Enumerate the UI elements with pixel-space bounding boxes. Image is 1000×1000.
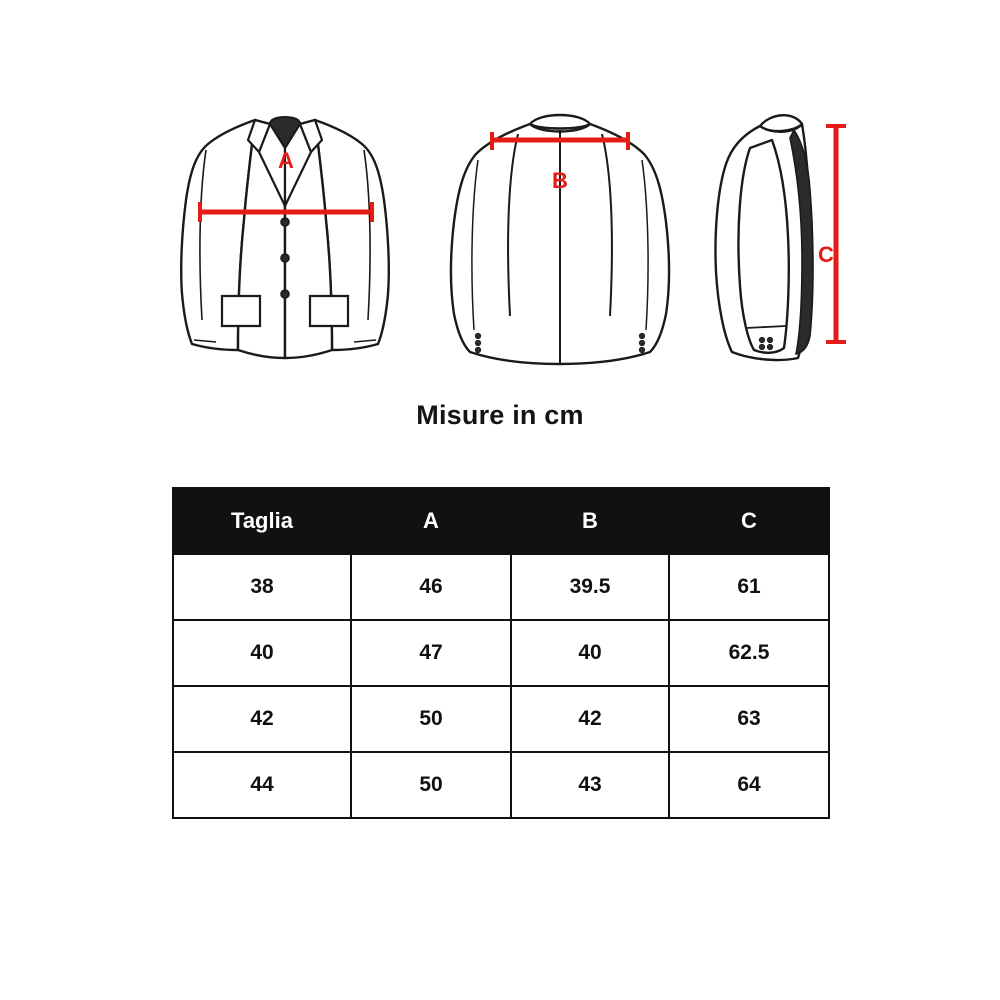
- marker-c: C: [818, 242, 834, 267]
- cell-taglia: 38: [173, 554, 351, 620]
- cell-b: 40: [511, 620, 669, 686]
- cell-c: 64: [669, 752, 829, 818]
- size-table-head: [173, 488, 829, 554]
- table-row: [173, 554, 829, 620]
- cell-b: 43: [511, 752, 669, 818]
- table-header-row: [173, 488, 829, 554]
- column-header-a: A: [351, 488, 511, 554]
- size-table-body: [173, 554, 829, 818]
- cell-a: 50: [351, 752, 511, 818]
- cell-c: 63: [669, 686, 829, 752]
- cell-b: 39.5: [511, 554, 669, 620]
- column-header-c: C: [669, 488, 829, 554]
- jacket-back-view: [430, 90, 690, 380]
- table-row: [173, 686, 829, 752]
- table-row: [173, 620, 829, 686]
- cell-a: 50: [351, 686, 511, 752]
- cell-a: 46: [351, 554, 511, 620]
- cell-c: 62.5: [669, 620, 829, 686]
- jacket-side-view: [690, 90, 880, 380]
- marker-a: A: [278, 148, 294, 173]
- size-table-wrapper: [172, 487, 828, 819]
- cell-taglia: 42: [173, 686, 351, 752]
- page-title: Misure in cm: [416, 400, 584, 430]
- figure-row: [0, 90, 1000, 380]
- cell-a: 47: [351, 620, 511, 686]
- jacket-front-view: [160, 90, 410, 380]
- column-header-b: B: [511, 488, 669, 554]
- cell-taglia: 40: [173, 620, 351, 686]
- cell-taglia: 44: [173, 752, 351, 818]
- column-header-taglia: Taglia: [173, 488, 351, 554]
- marker-b: B: [552, 168, 568, 193]
- cell-c: 61: [669, 554, 829, 620]
- size-table: [172, 487, 830, 819]
- table-row: [173, 752, 829, 818]
- cell-b: 42: [511, 686, 669, 752]
